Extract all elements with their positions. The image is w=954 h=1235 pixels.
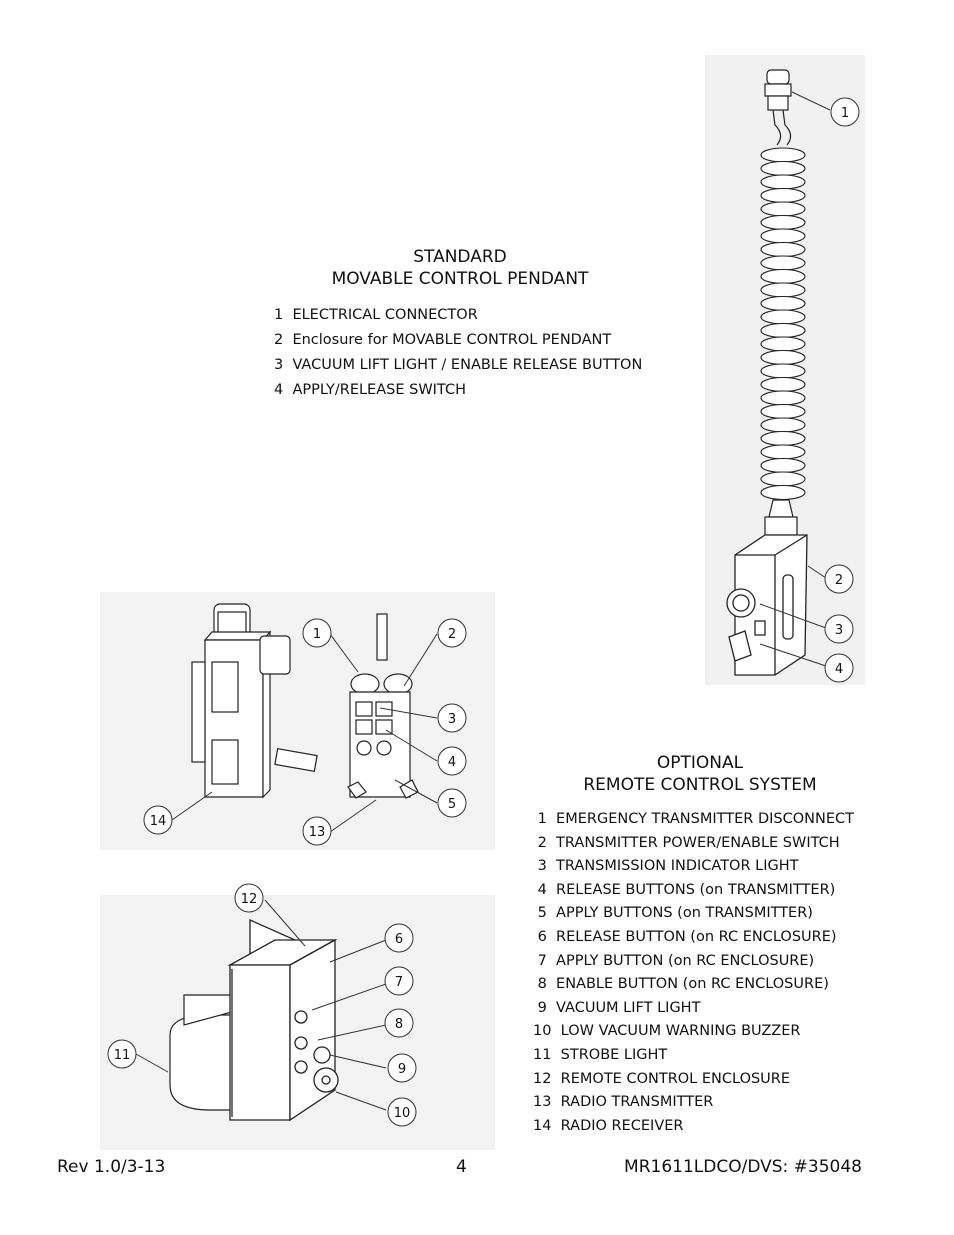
list-item: 1 EMERGENCY TRANSMITTER DISCONNECT: [533, 811, 854, 827]
list-item: 5 APPLY BUTTONS (on TRANSMITTER): [533, 905, 813, 922]
svg-text:11: 11: [113, 1048, 131, 1063]
enclosure-callout-6: [385, 924, 413, 952]
svg-text:1: 1: [312, 627, 322, 642]
svg-text:4: 4: [834, 662, 844, 677]
svg-text:3: 3: [447, 712, 457, 727]
svg-text:9: 9: [397, 1062, 407, 1077]
list-item: 7 APPLY BUTTON (on RC ENCLOSURE): [533, 952, 815, 969]
enclosure-callout-7: [385, 967, 413, 995]
svg-text:13: 13: [308, 825, 326, 840]
svg-text:14: 14: [149, 814, 167, 829]
list-item: 3 VACUUM LIFT LIGHT / ENABLE RELEASE BUTTON: [274, 357, 643, 373]
svg-text:8: 8: [394, 1017, 404, 1032]
standard-title-line1: STANDARD: [413, 247, 507, 267]
svg-text:6: 6: [394, 932, 404, 947]
list-item: 13 RADIO TRANSMITTER: [533, 1094, 714, 1111]
svg-text:2: 2: [447, 627, 457, 642]
list-item: 11 STROBE LIGHT: [533, 1046, 668, 1063]
enclosure-callout-8: [385, 1009, 413, 1037]
svg-text:1: 1: [840, 106, 850, 121]
standard-title-line2: MOVABLE CONTROL PENDANT: [331, 269, 589, 289]
list-item: 4 RELEASE BUTTONS (on TRANSMITTER): [533, 881, 836, 898]
list-item: 8 ENABLE BUTTON (on RC ENCLOSURE): [533, 976, 829, 993]
svg-text:4: 4: [447, 755, 457, 770]
list-item: 14 RADIO RECEIVER: [533, 1117, 684, 1134]
footer-revision: Rev 1.0/3-13: [57, 1157, 166, 1177]
enclosure-callout-11: [108, 1040, 136, 1068]
svg-text:10: 10: [393, 1106, 411, 1121]
footer-page-number: 4: [456, 1157, 467, 1177]
list-item: 1 ELECTRICAL CONNECTOR: [274, 307, 478, 323]
footer-document-id: MR1611LDCO/DVS: #35048: [624, 1157, 862, 1177]
list-item: 2 TRANSMITTER POWER/ENABLE SWITCH: [533, 834, 840, 851]
list-item: 3 TRANSMISSION INDICATOR LIGHT: [533, 858, 799, 875]
list-item: 6 RELEASE BUTTON (on RC ENCLOSURE): [533, 928, 837, 945]
list-item: 9 VACUUM LIFT LIGHT: [533, 999, 701, 1016]
list-item: 2 Enclosure for MOVABLE CONTROL PENDANT: [274, 332, 612, 348]
list-item: 12 REMOTE CONTROL ENCLOSURE: [533, 1070, 791, 1087]
svg-text:12: 12: [240, 892, 258, 907]
list-item: 4 APPLY/RELEASE SWITCH: [274, 382, 466, 398]
enclosure-callout-10: [388, 1098, 416, 1126]
optional-title-line2: REMOTE CONTROL SYSTEM: [583, 775, 817, 795]
enclosure-callout-9: [388, 1054, 416, 1082]
svg-text:5: 5: [447, 797, 457, 812]
optional-title-line1: OPTIONAL: [656, 753, 744, 773]
svg-text:7: 7: [394, 975, 404, 990]
svg-text:3: 3: [834, 623, 844, 638]
enclosure-callout-12: [235, 884, 263, 912]
list-item: 10 LOW VACUUM WARNING BUZZER: [533, 1023, 801, 1040]
svg-text:2: 2: [834, 573, 844, 588]
